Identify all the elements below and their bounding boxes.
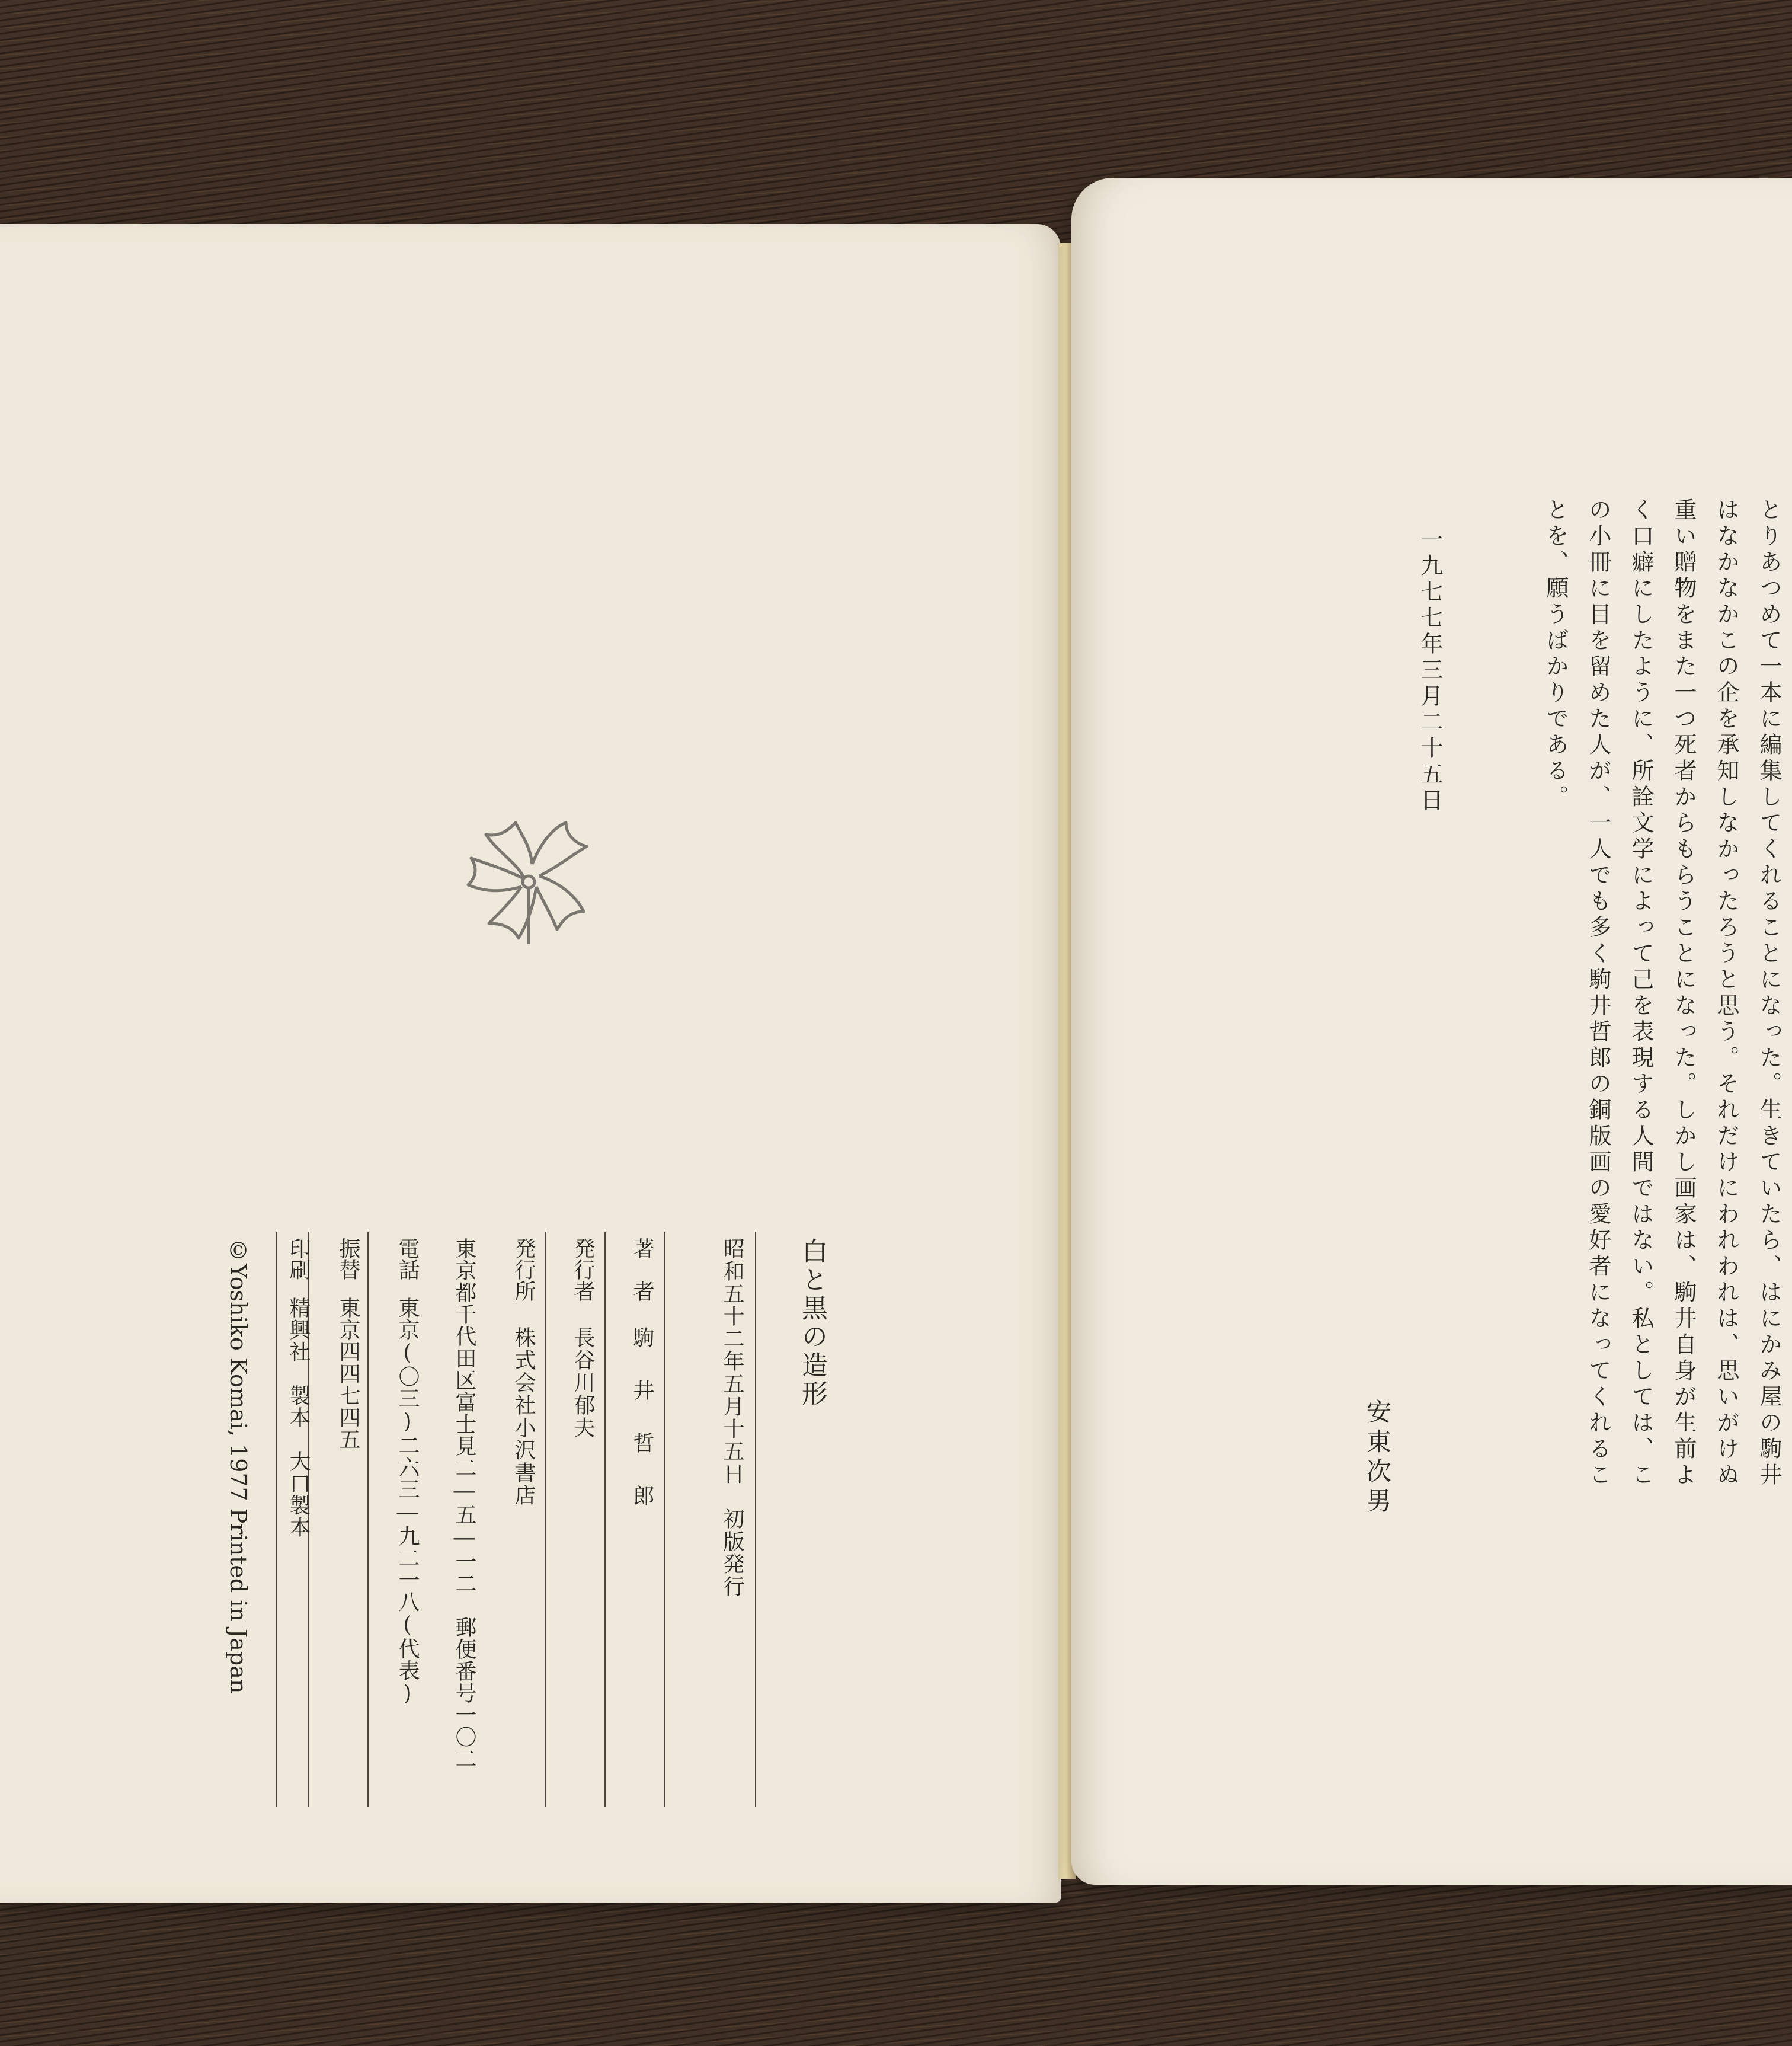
transfer-label: 振替 — [336, 1238, 360, 1280]
publishing-house-label: 発行所 — [511, 1238, 536, 1302]
author-name: 駒 井 哲 郎 — [630, 1326, 654, 1510]
book-title: 白と黒の造形 — [797, 1238, 827, 1408]
afterword-date: 一九七七年三月二十五日 — [1417, 528, 1443, 814]
transfer-account: 東京四四七四五 — [336, 1297, 360, 1450]
colophon-divider — [367, 1232, 369, 1807]
phone-label: 電話 — [395, 1238, 420, 1280]
afterword-line: とりあつめて一本に編集してくれることになった。生きていたら、はにかみ屋の駒井 — [1756, 498, 1782, 1489]
colophon-divider — [664, 1232, 665, 1807]
afterword-line: 重い贈物をまた一つ死者からもらうことになった。しかし画家は、駒井自身が生前よ — [1671, 498, 1697, 1489]
flower-emblem-icon — [462, 811, 593, 947]
publishing-house-name: 株式会社小沢書店 — [511, 1326, 536, 1507]
copyright-line: ©Yoshiko Komai, 1977 Printed in Japan — [225, 1238, 251, 1694]
printing-credits: 精興社 製本 大口製本 — [286, 1297, 311, 1538]
afterword-line: はなかなかこの企を承知しなかったろうと思う。それだけにわれわれは、思いがけぬ — [1713, 498, 1739, 1489]
publisher-name: 長谷川郁夫 — [571, 1326, 595, 1439]
printing-label: 印刷 — [286, 1238, 311, 1280]
afterword-signature: 安東次男 — [1363, 1399, 1392, 1517]
afterword-line: の小冊に目を留めた人が、一人でも多く駒井哲郎の銅版画の愛好者になってくれるこ — [1585, 498, 1611, 1489]
address: 東京都千代田区富士見二―五―一二 郵便番号一〇二 — [452, 1238, 476, 1770]
publisher-label: 発行者 — [571, 1238, 595, 1302]
edition-line: 昭和五十二年五月十五日 初版発行 — [720, 1238, 744, 1598]
right-page — [1071, 178, 1792, 1885]
colophon-divider — [604, 1232, 606, 1807]
afterword-line: とを、願うばかりである。 — [1543, 498, 1569, 811]
colophon-divider — [276, 1232, 277, 1807]
phone-number: 東京(〇三)二六三―九二一八(代表) — [395, 1297, 420, 1706]
afterword-line: く口癖にしたように、所詮文学によって己を表現する人間ではない。私としては、こ — [1628, 498, 1654, 1489]
author-label: 著 者 — [630, 1238, 654, 1302]
colophon-divider — [545, 1232, 546, 1807]
left-page — [0, 224, 1061, 1903]
colophon-divider — [755, 1232, 756, 1807]
